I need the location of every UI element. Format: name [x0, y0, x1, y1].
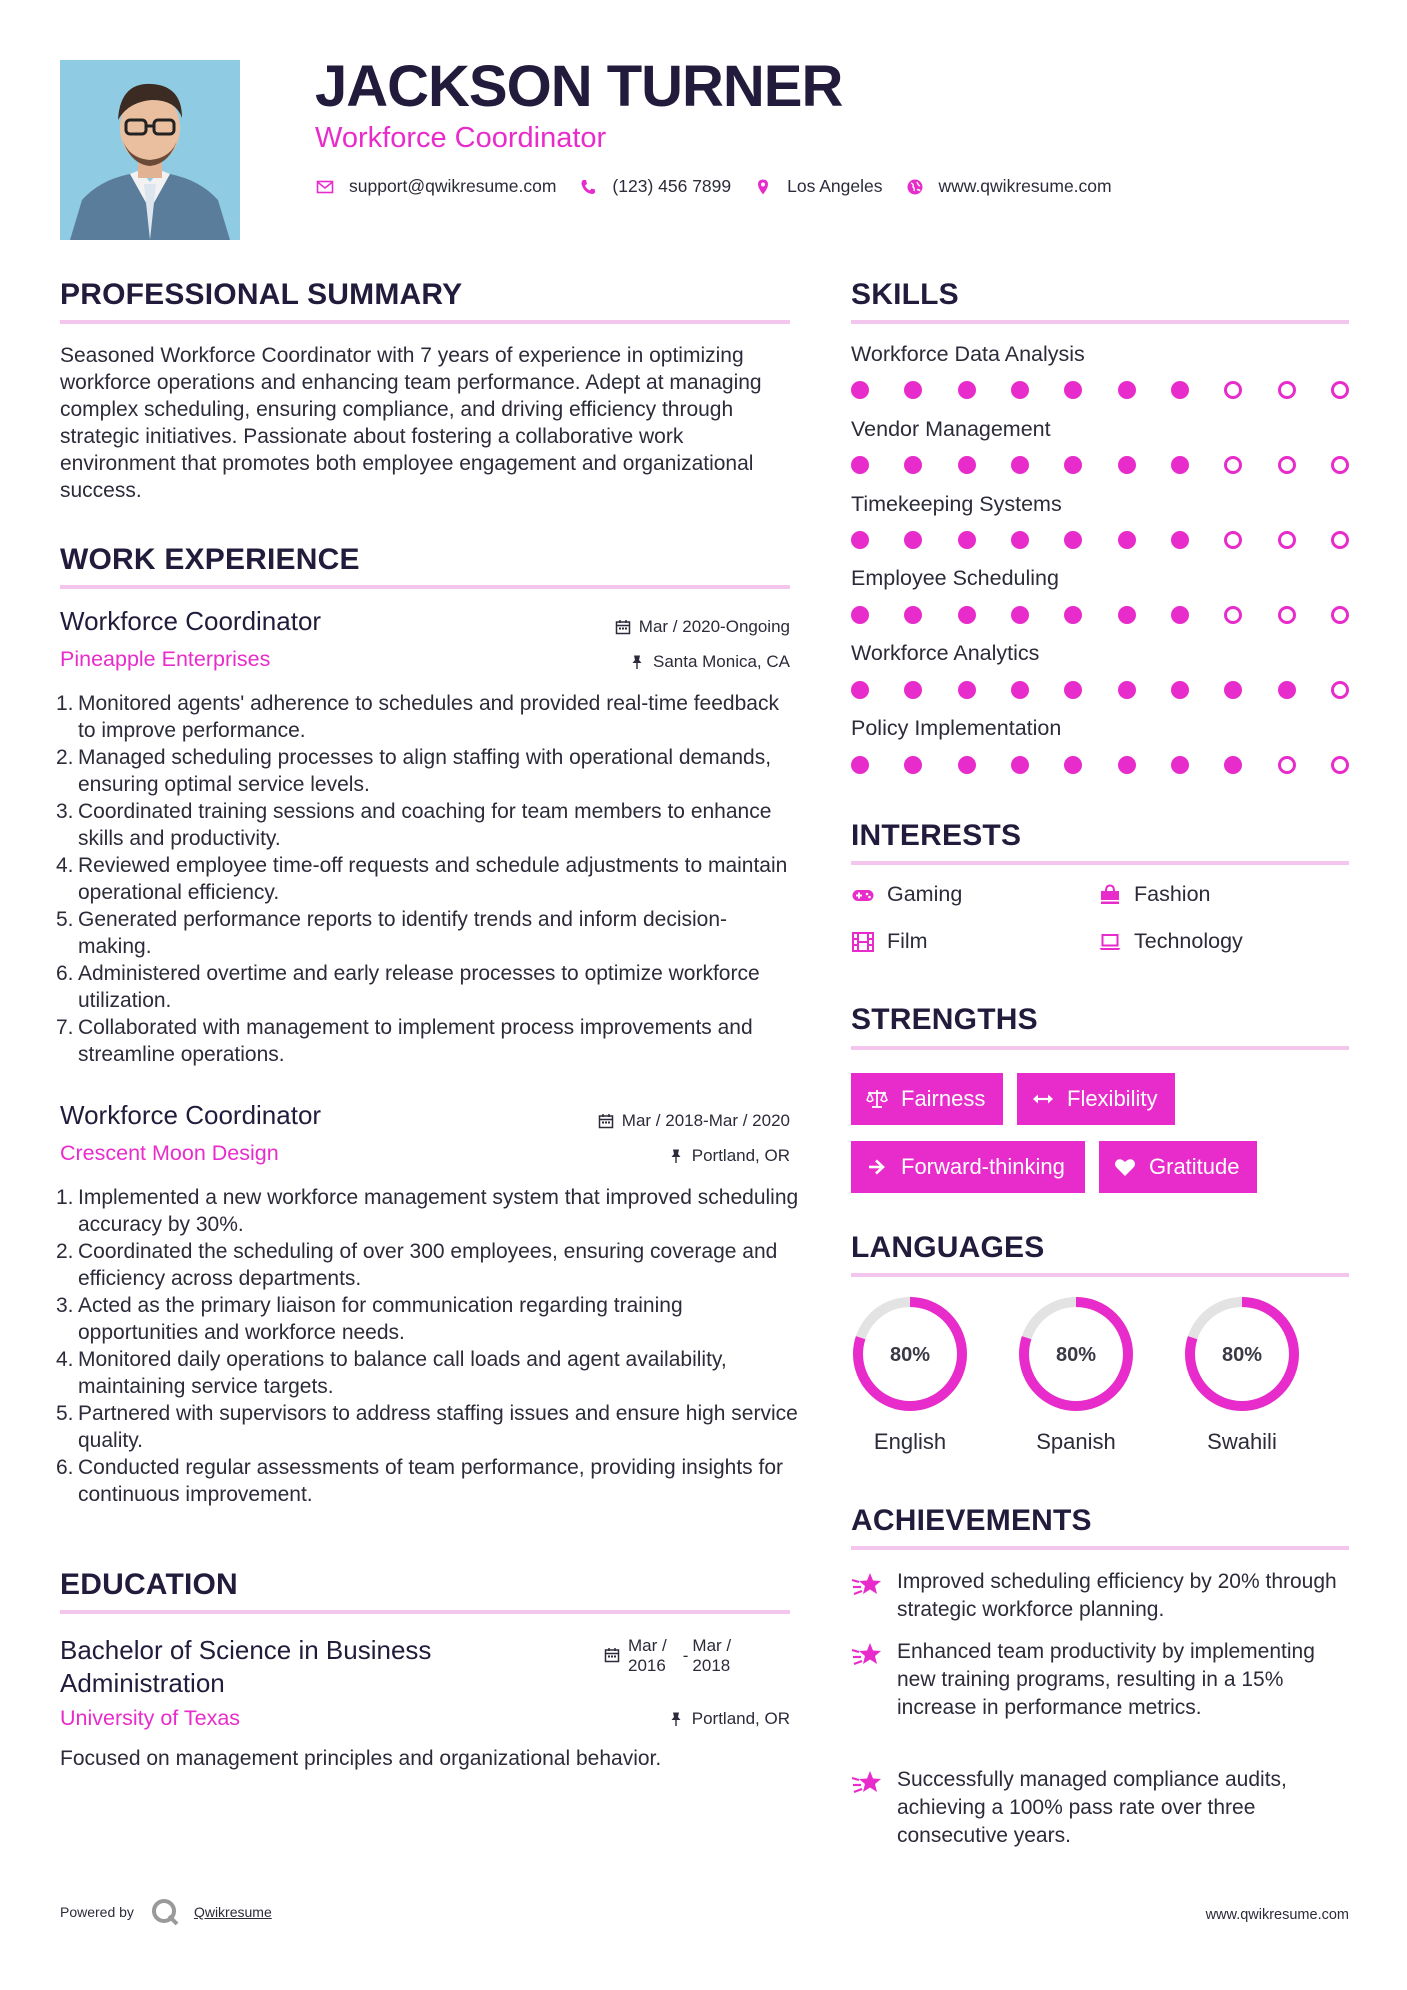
rating-dot-filled	[1011, 531, 1029, 549]
rating-dot-empty	[1224, 456, 1242, 474]
globe-icon	[905, 177, 925, 197]
duty-item: 6. Administered overtime and early release processes to optimize workforce utilization.	[56, 962, 760, 1012]
rating-dot-filled	[958, 681, 976, 699]
rating-dot-filled	[1064, 381, 1082, 399]
rating-dot-filled	[1171, 531, 1189, 549]
rating-dot-filled	[904, 681, 922, 699]
school-name: University of Texas	[60, 1706, 241, 1730]
rating-dot-filled	[1064, 606, 1082, 624]
summary-text: Seasoned Workforce Coordinator with 7 years of experience in optimizing workforce operations and enhancing team performance. Adept at managing complex scheduling, ensuring compliance, and driving efficiency through strategic initiatives. Passionate about fostering a collaborative work environment that promotes both employee engagement and organizational success.	[60, 344, 762, 502]
job-company: Pineapple Enterprises	[60, 647, 271, 671]
shooting-star-icon	[851, 1638, 883, 1670]
footer-website[interactable]: www.qwikresume.com	[1205, 1907, 1349, 1923]
rating-dot-empty	[1331, 531, 1349, 549]
arrows-horizontal-icon	[1031, 1087, 1055, 1111]
profile-photo	[60, 60, 240, 240]
film-icon	[851, 930, 875, 954]
strengths-divider	[851, 1046, 1349, 1050]
job-position: Workforce Coordinator	[60, 1100, 322, 1130]
language-ring	[849, 1293, 971, 1415]
rating-dot-filled	[851, 381, 869, 399]
qwikresume-link[interactable]: Qwikresume	[193, 1904, 272, 1920]
rating-dot-empty	[1224, 531, 1242, 549]
achievement-item: Improved scheduling efficiency by 20% through strategic workforce planning.	[851, 1568, 1351, 1624]
contact-website[interactable]	[905, 176, 1112, 197]
duty-item: 4. Monitored daily operations to balance call loads and agent availability, maintaining service targets.	[56, 1348, 727, 1398]
map-pin-icon	[753, 177, 773, 197]
arrow-right-icon	[865, 1155, 889, 1179]
degree-title	[60, 1634, 500, 1700]
language-name: Swahili	[1207, 1429, 1277, 1454]
rating-dot-filled	[1118, 606, 1136, 624]
job-location	[629, 652, 790, 672]
rating-dot-filled	[1118, 381, 1136, 399]
degree-line: Administration	[60, 1668, 225, 1698]
rating-dot-filled	[1171, 381, 1189, 399]
strengths-heading: STRENGTHS	[851, 1003, 1038, 1036]
rating-dot-empty	[1224, 381, 1242, 399]
rating-dot-filled	[851, 606, 869, 624]
skill-rating	[851, 381, 1349, 399]
skill-rating	[851, 531, 1349, 549]
rating-dot-filled	[1064, 681, 1082, 699]
duty-item: 7. Collaborated with management to implement process improvements and streamline operations.	[56, 1016, 753, 1066]
job-company: Crescent Moon Design	[60, 1141, 279, 1165]
duty-item: 3. Coordinated training sessions and coaching for team members to enhance skills and productivity.	[56, 800, 772, 850]
duty-item: 1. Implemented a new workforce management system that improved scheduling accuracy by 30%.	[56, 1186, 799, 1236]
interest-item: Technology	[1098, 929, 1243, 954]
language-item	[1015, 1293, 1137, 1455]
skill-name: Policy Implementation	[851, 716, 1062, 740]
education-location-text: Portland, OR	[691, 1709, 790, 1728]
shooting-star-icon	[851, 1766, 883, 1798]
job-dates-text: Mar / 2020-Ongoing	[638, 617, 790, 636]
language-percent: 80%	[1055, 1344, 1097, 1366]
rating-dot-filled	[904, 531, 922, 549]
summary-heading: PROFESSIONAL SUMMARY	[60, 278, 463, 311]
language-ring	[1015, 1293, 1137, 1415]
footer-powered-by	[60, 1897, 272, 1927]
interests-heading: INTERESTS	[851, 819, 1022, 852]
contact-email[interactable]	[315, 176, 556, 197]
achievements-divider	[851, 1546, 1349, 1550]
job-position: Workforce Coordinator	[60, 606, 322, 636]
contact-bar	[315, 176, 1134, 197]
rating-dot-filled	[958, 456, 976, 474]
interest-item: Fashion	[1098, 882, 1211, 907]
rating-dot-empty	[1278, 456, 1296, 474]
job-location	[668, 1146, 790, 1166]
rating-dot-filled	[1011, 606, 1029, 624]
language-ring	[1181, 1293, 1303, 1415]
pushpin-icon	[668, 1711, 684, 1727]
education-heading: EDUCATION	[60, 1568, 238, 1601]
skill-rating	[851, 456, 1349, 474]
experience-heading: WORK EXPERIENCE	[60, 543, 360, 576]
duty-item: 4. Reviewed employee time-off requests and schedule adjustments to maintain operational efficiency.	[56, 854, 788, 904]
envelope-icon	[315, 177, 335, 197]
interest-item: Gaming	[851, 882, 962, 907]
language-percent: 80%	[1221, 1344, 1263, 1366]
rating-dot-filled	[1224, 681, 1242, 699]
rating-dot-empty	[1331, 606, 1349, 624]
rating-dot-filled	[851, 756, 869, 774]
gamepad-icon	[851, 883, 875, 907]
skill-rating	[851, 681, 1349, 699]
rating-dot-empty	[1278, 381, 1296, 399]
duty-item: 2. Managed scheduling processes to align staffing with operational demands, ensuring optimal service levels.	[56, 746, 772, 796]
pushpin-icon	[668, 1148, 684, 1164]
education-dates: Mar / 2016 - Mar / 2018	[604, 1636, 731, 1676]
skills-heading: SKILLS	[851, 278, 959, 311]
strength-tag: Gratitude	[1099, 1141, 1257, 1193]
degree-line: Bachelor of Science in Business	[60, 1635, 432, 1665]
rating-dot-filled	[1118, 756, 1136, 774]
rating-dot-filled	[1064, 456, 1082, 474]
duty-item: 5. Partnered with supervisors to address staffing issues and ensure high service quality.	[56, 1402, 798, 1452]
achievement-item: Enhanced team productivity by implementing new training programs, resulting in a 15% increase in performance metrics.	[851, 1638, 1351, 1722]
language-percent: 80%	[889, 1344, 931, 1366]
rating-dot-filled	[1011, 381, 1029, 399]
balance-scale-icon	[865, 1087, 889, 1111]
rating-dot-empty	[1224, 606, 1242, 624]
rating-dot-filled	[1118, 531, 1136, 549]
candidate-name: JACKSON TURNER	[315, 54, 843, 119]
rating-dot-filled	[1064, 531, 1082, 549]
rating-dot-filled	[1171, 681, 1189, 699]
rating-dot-empty	[1331, 456, 1349, 474]
rating-dot-filled	[1171, 756, 1189, 774]
experience-divider	[60, 585, 790, 589]
shooting-star-icon	[851, 1568, 883, 1600]
skill-name: Employee Scheduling	[851, 566, 1059, 590]
qwikresume-logo-icon	[150, 1897, 180, 1927]
rating-dot-filled	[1171, 456, 1189, 474]
skill-name: Vendor Management	[851, 417, 1051, 441]
job-dates-text: Mar / 2018-Mar / 2020	[621, 1111, 790, 1130]
skill-name: Timekeeping Systems	[851, 492, 1062, 516]
rating-dot-filled	[904, 756, 922, 774]
language-name: Spanish	[1036, 1429, 1116, 1454]
calendar-icon	[604, 1647, 620, 1663]
rating-dot-filled	[904, 606, 922, 624]
rating-dot-filled	[851, 681, 869, 699]
job-dates	[615, 617, 790, 637]
education-divider	[60, 1610, 790, 1614]
calendar-icon	[615, 619, 631, 635]
strength-tag: Forward-thinking	[851, 1141, 1085, 1193]
skill-rating	[851, 606, 1349, 624]
rating-dot-filled	[904, 381, 922, 399]
rating-dot-empty	[1278, 531, 1296, 549]
rating-dot-filled	[1118, 681, 1136, 699]
website-text: www.qwikresume.com	[938, 176, 1112, 196]
language-item	[1181, 1293, 1303, 1455]
skill-name: Workforce Analytics	[851, 641, 1040, 665]
rating-dot-filled	[958, 606, 976, 624]
skills-divider	[851, 320, 1349, 324]
job-location-text: Santa Monica, CA	[652, 652, 790, 671]
contact-location	[753, 176, 882, 197]
duty-item: 1. Monitored agents' adherence to schedules and provided real-time feedback to improve performance.	[56, 692, 779, 742]
rating-dot-empty	[1331, 756, 1349, 774]
rating-dot-filled	[904, 456, 922, 474]
job-location-text: Portland, OR	[691, 1146, 790, 1165]
rating-dot-filled	[1064, 756, 1082, 774]
powered-by-text: Powered by	[60, 1904, 134, 1920]
skill-rating	[851, 756, 1349, 774]
job-dates	[598, 1111, 790, 1131]
phone-icon	[578, 177, 598, 197]
email-text: support@qwikresume.com	[349, 176, 557, 196]
rating-dot-filled	[1224, 756, 1242, 774]
rating-dot-filled	[851, 531, 869, 549]
language-name: English	[873, 1429, 947, 1454]
rating-dot-empty	[1278, 756, 1296, 774]
rating-dot-filled	[1011, 756, 1029, 774]
job-duties	[56, 690, 800, 1068]
duty-item: 2. Coordinated the scheduling of over 300 employees, ensuring coverage and efficiency across departments.	[56, 1240, 778, 1290]
interests-divider	[851, 861, 1349, 865]
rating-dot-filled	[1011, 456, 1029, 474]
rating-dot-empty	[1331, 381, 1349, 399]
language-item	[849, 1293, 971, 1455]
rating-dot-filled	[851, 456, 869, 474]
education-description: Focused on management principles and organizational behavior.	[60, 1747, 662, 1770]
achievement-item: Successfully managed compliance audits, achieving a 100% pass rate over three consecutive years.	[851, 1766, 1351, 1850]
candidate-title: Workforce Coordinator	[315, 122, 607, 154]
rating-dot-filled	[1278, 681, 1296, 699]
rating-dot-empty	[1331, 681, 1349, 699]
pushpin-icon	[629, 654, 645, 670]
rating-dot-filled	[958, 381, 976, 399]
education-location	[668, 1709, 790, 1729]
calendar-icon	[598, 1113, 614, 1129]
strength-tag: Fairness	[851, 1073, 1003, 1125]
duty-item: 5. Generated performance reports to identify trends and inform decision-making.	[56, 908, 728, 958]
rating-dot-filled	[958, 756, 976, 774]
rating-dot-filled	[958, 531, 976, 549]
summary-divider	[60, 320, 790, 324]
interest-item: Film	[851, 929, 928, 954]
strength-tag: Flexibility	[1017, 1073, 1175, 1125]
duty-item: 3. Acted as the primary liaison for communication regarding training opportunities and workforce needs.	[56, 1294, 683, 1344]
phone-text: (123) 456 7899	[612, 176, 732, 196]
shopping-bag-icon	[1098, 883, 1122, 907]
laptop-icon	[1098, 930, 1122, 954]
skill-name: Workforce Data Analysis	[851, 342, 1085, 366]
rating-dot-filled	[1171, 606, 1189, 624]
contact-phone[interactable]	[578, 176, 731, 197]
rating-dot-empty	[1278, 606, 1296, 624]
duty-item: 6. Conducted regular assessments of team performance, providing insights for continuous improvement.	[56, 1456, 784, 1506]
rating-dot-filled	[1011, 681, 1029, 699]
languages-divider	[851, 1273, 1349, 1277]
location-text: Los Angeles	[787, 176, 883, 196]
languages-heading: LANGUAGES	[851, 1231, 1045, 1264]
rating-dot-filled	[1118, 456, 1136, 474]
heart-icon	[1113, 1155, 1137, 1179]
achievements-heading: ACHIEVEMENTS	[851, 1504, 1092, 1537]
job-duties	[56, 1184, 800, 1508]
